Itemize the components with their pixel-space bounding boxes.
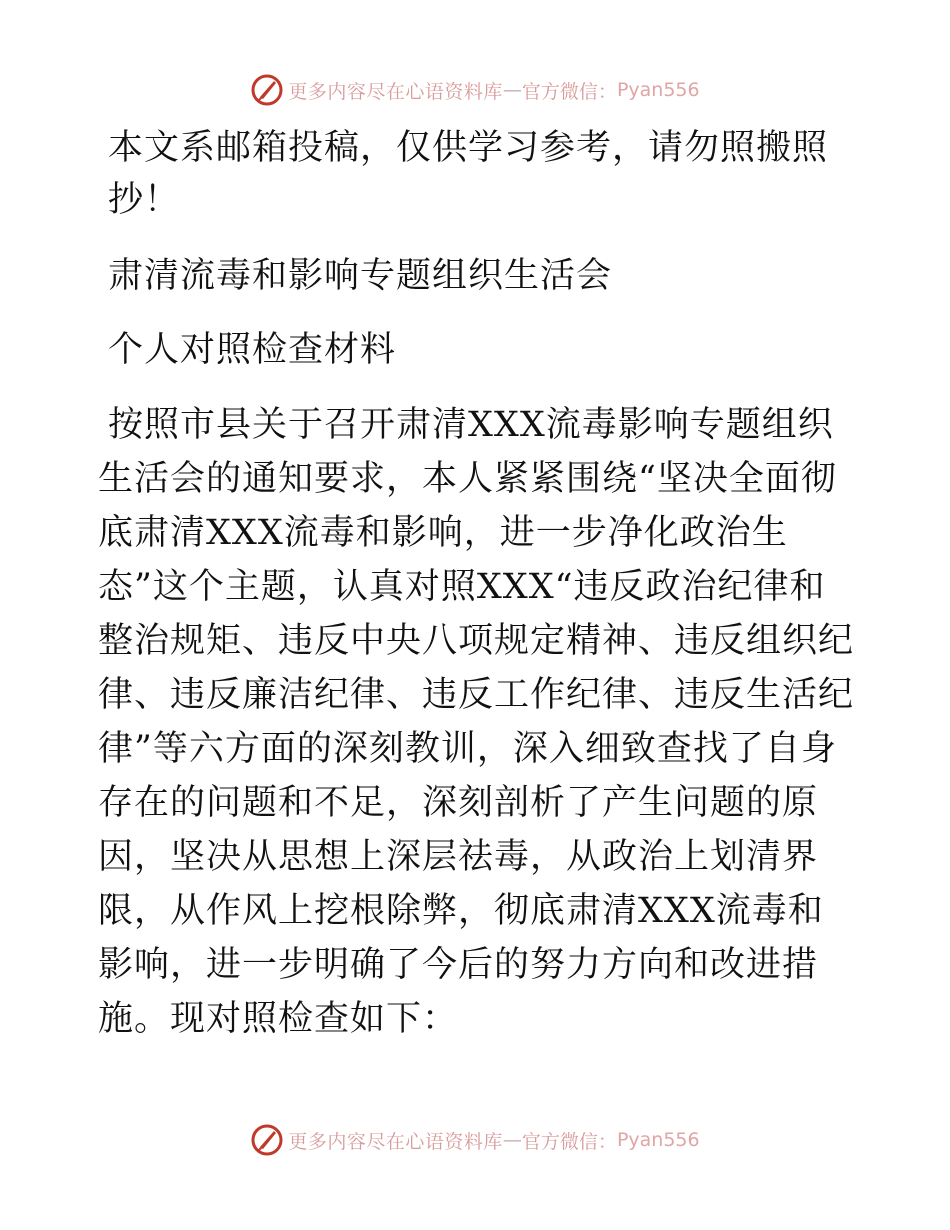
copy-notice: 本文系邮箱投稿，仅供学习参考，请勿照搬照抄！	[108, 128, 829, 220]
quill-logo-icon	[250, 73, 284, 107]
watermark-wechat-label: 官方微信：	[521, 80, 617, 103]
footer-watermark	[0, 1120, 950, 1160]
header-watermark	[0, 70, 950, 110]
watermark-separator: —	[502, 79, 522, 101]
watermark-brand-text: 更多内容尽在心语资料库	[288, 1130, 503, 1153]
watermark-separator: —	[502, 1129, 522, 1151]
document-title-line1: 肃清流毒和影响专题组织生活会	[108, 256, 613, 296]
document-title-line2: 个人对照检查材料	[108, 330, 397, 370]
document-body	[98, 122, 858, 1046]
watermark-wechat-id: Pyan556	[616, 79, 700, 101]
watermark-wechat-id: Pyan556	[616, 1129, 700, 1151]
watermark-wechat-label: 官方微信：	[521, 1130, 617, 1153]
quill-logo-icon	[250, 1123, 284, 1157]
body-paragraph: 按照市县关于召开肃清XXX流毒影响专题组织生活会的通知要求，本人紧紧围绕“坚决全面彻底肃清XXX流毒和影响，进一步净化政治生态”这个主题，认真对照XXX“违反政治纪律和整治规矩、违反中央八项规定精神、违反组织纪律、违反廉洁纪律、违反工作纪律、违反生活纪律”等六方面的深刻教训，深入细致查找了自身存在的问题和不足，深刻剖析了产生问题的原因，坚决从思想上深层祛毒，从政治上划清界限，从作风上挖根除弊，彻底肃清XXX流毒和影响，进一步明确了今后的努力方向和改进措施。现对照检查如下：	[98, 405, 855, 1039]
watermark-brand-text: 更多内容尽在心语资料库	[288, 80, 503, 103]
